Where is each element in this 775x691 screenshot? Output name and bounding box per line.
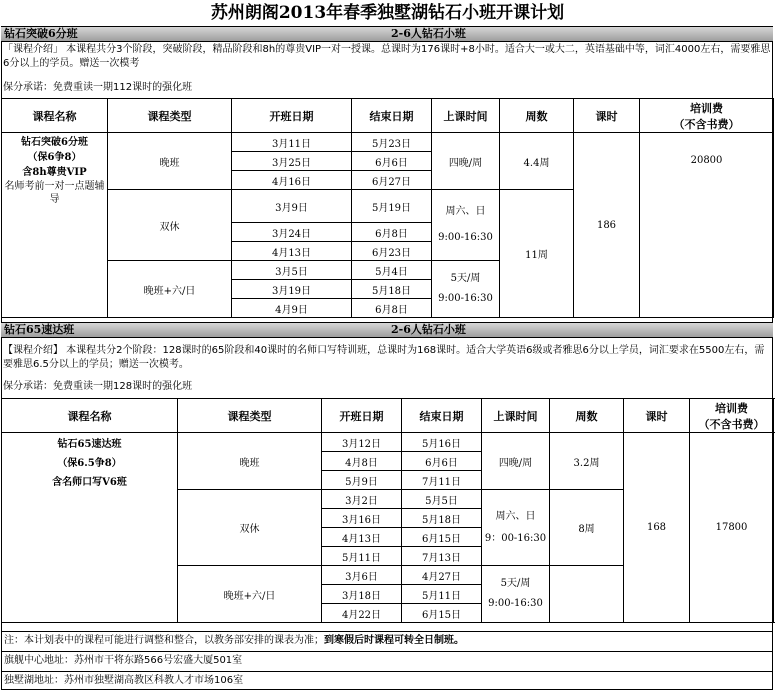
hours-total: 168	[624, 433, 690, 623]
section2-table	[1, 398, 774, 623]
time-mixed-days: 5天/周	[500, 578, 531, 589]
end-date: 6月6日	[402, 452, 482, 471]
time-mixed	[482, 566, 550, 623]
section2-banner-class-size: 2-6人钻石小班	[391, 323, 466, 336]
end-date: 5月18日	[402, 509, 482, 528]
course-name-line2: （保6.5争8）	[57, 458, 122, 469]
start-date: 4月9日	[232, 299, 352, 318]
header-weeks: 周数	[500, 99, 574, 133]
end-date: 6月15日	[402, 604, 482, 623]
type-mixed: 晚班+六/日	[108, 261, 232, 318]
time-mixed	[432, 261, 500, 318]
fee-amount: 17800	[690, 433, 774, 623]
fee-amount: 20800	[640, 133, 774, 318]
course-name-line3: 含8h尊贵VIP	[22, 167, 87, 178]
header-fee	[690, 399, 774, 433]
header-start-date: 开班日期	[232, 99, 352, 133]
course-name-line1: 钻石65速达班	[57, 439, 122, 450]
header-weeks: 周数	[550, 399, 624, 433]
end-date: 6月6日	[352, 152, 432, 171]
start-date: 4月8日	[322, 452, 402, 471]
weeks-other: 8周	[550, 490, 624, 566]
end-date: 6月27日	[352, 171, 432, 190]
weeks-mixed	[550, 566, 624, 623]
type-weekend: 双休	[178, 490, 322, 566]
header-fee	[640, 99, 774, 133]
section2-intro: 【课程介绍】 本课程共分2个阶段：128课时的65阶段和40课时的名师口写特训班，总课时为168课时。适合大学英语6级或者雅思6分以上学员，词汇要求在5500左右，需要雅思6.5分以上的学员；赠送一次模考。	[3, 345, 765, 370]
type-mixed: 晚班+六/日	[178, 566, 322, 623]
end-date: 7月13日	[402, 547, 482, 566]
weeks-evening: 3.2周	[550, 433, 624, 490]
time-weekend-hours: 9:00-16:30	[438, 232, 493, 243]
header-course-name: 课程名称	[2, 399, 178, 433]
time-weekend-days: 周六、日	[445, 206, 486, 217]
section1-course-name	[2, 133, 108, 318]
type-evening: 晚班	[108, 133, 232, 190]
end-date: 7月11日	[402, 471, 482, 490]
end-date: 5月23日	[352, 133, 432, 152]
start-date: 3月11日	[232, 133, 352, 152]
end-date: 6月8日	[352, 299, 432, 318]
time-evening: 四晚/周	[432, 133, 500, 190]
type-weekend: 双休	[108, 190, 232, 261]
weeks-other: 11周	[500, 190, 574, 318]
end-date: 5月16日	[402, 433, 482, 452]
footer-address-dushu: 独墅湖地址：苏州市独墅湖高教区科教人才市场106室	[1, 671, 773, 690]
end-date: 5月18日	[352, 280, 432, 299]
section2-course-name	[2, 433, 178, 623]
start-date: 4月13日	[232, 242, 352, 261]
section2-banner-title: 钻石65速达班	[4, 323, 75, 336]
section2-promise: 保分承诺：免费重读一期128课时的强化班	[3, 381, 193, 392]
start-date: 4月16日	[232, 171, 352, 190]
hours-total: 186	[574, 133, 640, 318]
header-hours: 课时	[624, 399, 690, 433]
end-date: 5月4日	[352, 261, 432, 280]
section1-banner-title: 钻石突破6分班	[4, 27, 78, 40]
header-course-type: 课程类型	[108, 99, 232, 133]
header-class-time: 上课时间	[482, 399, 550, 433]
header-end-date: 结束日期	[402, 399, 482, 433]
header-class-time: 上课时间	[432, 99, 500, 133]
start-date: 4月13日	[322, 528, 402, 547]
footer-note	[1, 631, 773, 650]
end-date: 4月27日	[402, 566, 482, 585]
time-mixed-hours: 9:00-16:30	[438, 293, 493, 304]
section1-intro: 「课程介绍」 本课程共分3个阶段，突破阶段，精品阶段和8h的尊贵VIP一对一授课。总课时为176课时+8小时。适合大一或大二，英语基础中等，词汇4000左右，需要雅思6分以上的学员。赠送一次模考	[3, 44, 771, 69]
header-fee-note: （不含书费）	[698, 417, 765, 431]
section1-promise: 保分承诺：免费重读一期112课时的强化班	[3, 82, 193, 93]
time-mixed-hours: 9:00-16:30	[488, 598, 543, 609]
header-end-date: 结束日期	[352, 99, 432, 133]
section1-banner-class-size: 2-6人钻石小班	[391, 27, 466, 40]
start-date: 3月9日	[232, 190, 352, 223]
time-evening: 四晚/周	[482, 433, 550, 490]
time-weekend-days: 周六、日	[495, 510, 536, 522]
header-fee-note: （不含书费）	[673, 117, 740, 131]
end-date: 6月15日	[402, 528, 482, 547]
section1-table	[1, 98, 774, 318]
section2-banner	[1, 322, 773, 338]
footer-note-text: 注：本计划表中的课程可能进行调整和整合，以教务部安排的课表为准；	[4, 635, 324, 646]
type-evening: 晚班	[178, 433, 322, 490]
end-date: 5月11日	[402, 585, 482, 604]
page-title: 苏州朗阁2013年春季独墅湖钻石小班开课计划	[210, 3, 565, 23]
time-mixed-days: 5天/周	[450, 273, 481, 284]
time-weekend	[432, 190, 500, 261]
end-date: 6月8日	[352, 223, 432, 242]
start-date: 5月9日	[322, 471, 402, 490]
end-date: 6月23日	[352, 242, 432, 261]
start-date: 5月11日	[322, 547, 402, 566]
start-date: 3月2日	[322, 490, 402, 509]
start-date: 3月18日	[322, 585, 402, 604]
course-name-line1: 钻石突破6分班	[21, 137, 88, 148]
start-date: 3月6日	[322, 566, 402, 585]
start-date: 3月12日	[322, 433, 402, 452]
footer-note-bold: 到寒假后时课程可转全日制班。	[324, 635, 464, 646]
course-name-line3: 含名师口写V6班	[52, 477, 127, 488]
end-date: 5月19日	[352, 190, 432, 223]
start-date: 3月16日	[322, 509, 402, 528]
start-date: 4月22日	[322, 604, 402, 623]
header-course-type: 课程类型	[178, 399, 322, 433]
header-fee-label: 培训费	[715, 401, 748, 415]
start-date: 3月5日	[232, 261, 352, 280]
start-date: 3月19日	[232, 280, 352, 299]
time-weekend-hours: 9：00-16:30	[484, 532, 547, 544]
header-start-date: 开班日期	[322, 399, 402, 433]
header-hours: 课时	[574, 99, 640, 133]
section1-banner	[1, 26, 773, 42]
start-date: 3月24日	[232, 223, 352, 242]
time-weekend	[482, 490, 550, 566]
header-course-name: 课程名称	[2, 99, 108, 133]
course-note: 名师考前一对一点题辅导	[4, 181, 105, 205]
end-date: 5月5日	[402, 490, 482, 509]
weeks-evening: 4.4周	[500, 133, 574, 190]
header-fee-label: 培训费	[690, 101, 723, 115]
course-name-line2: （保6争8）	[27, 152, 82, 163]
start-date: 3月25日	[232, 152, 352, 171]
footer-address-flagship: 旗舰中心地址：苏州市干将东路566号宏盛大厦501室	[1, 651, 773, 670]
